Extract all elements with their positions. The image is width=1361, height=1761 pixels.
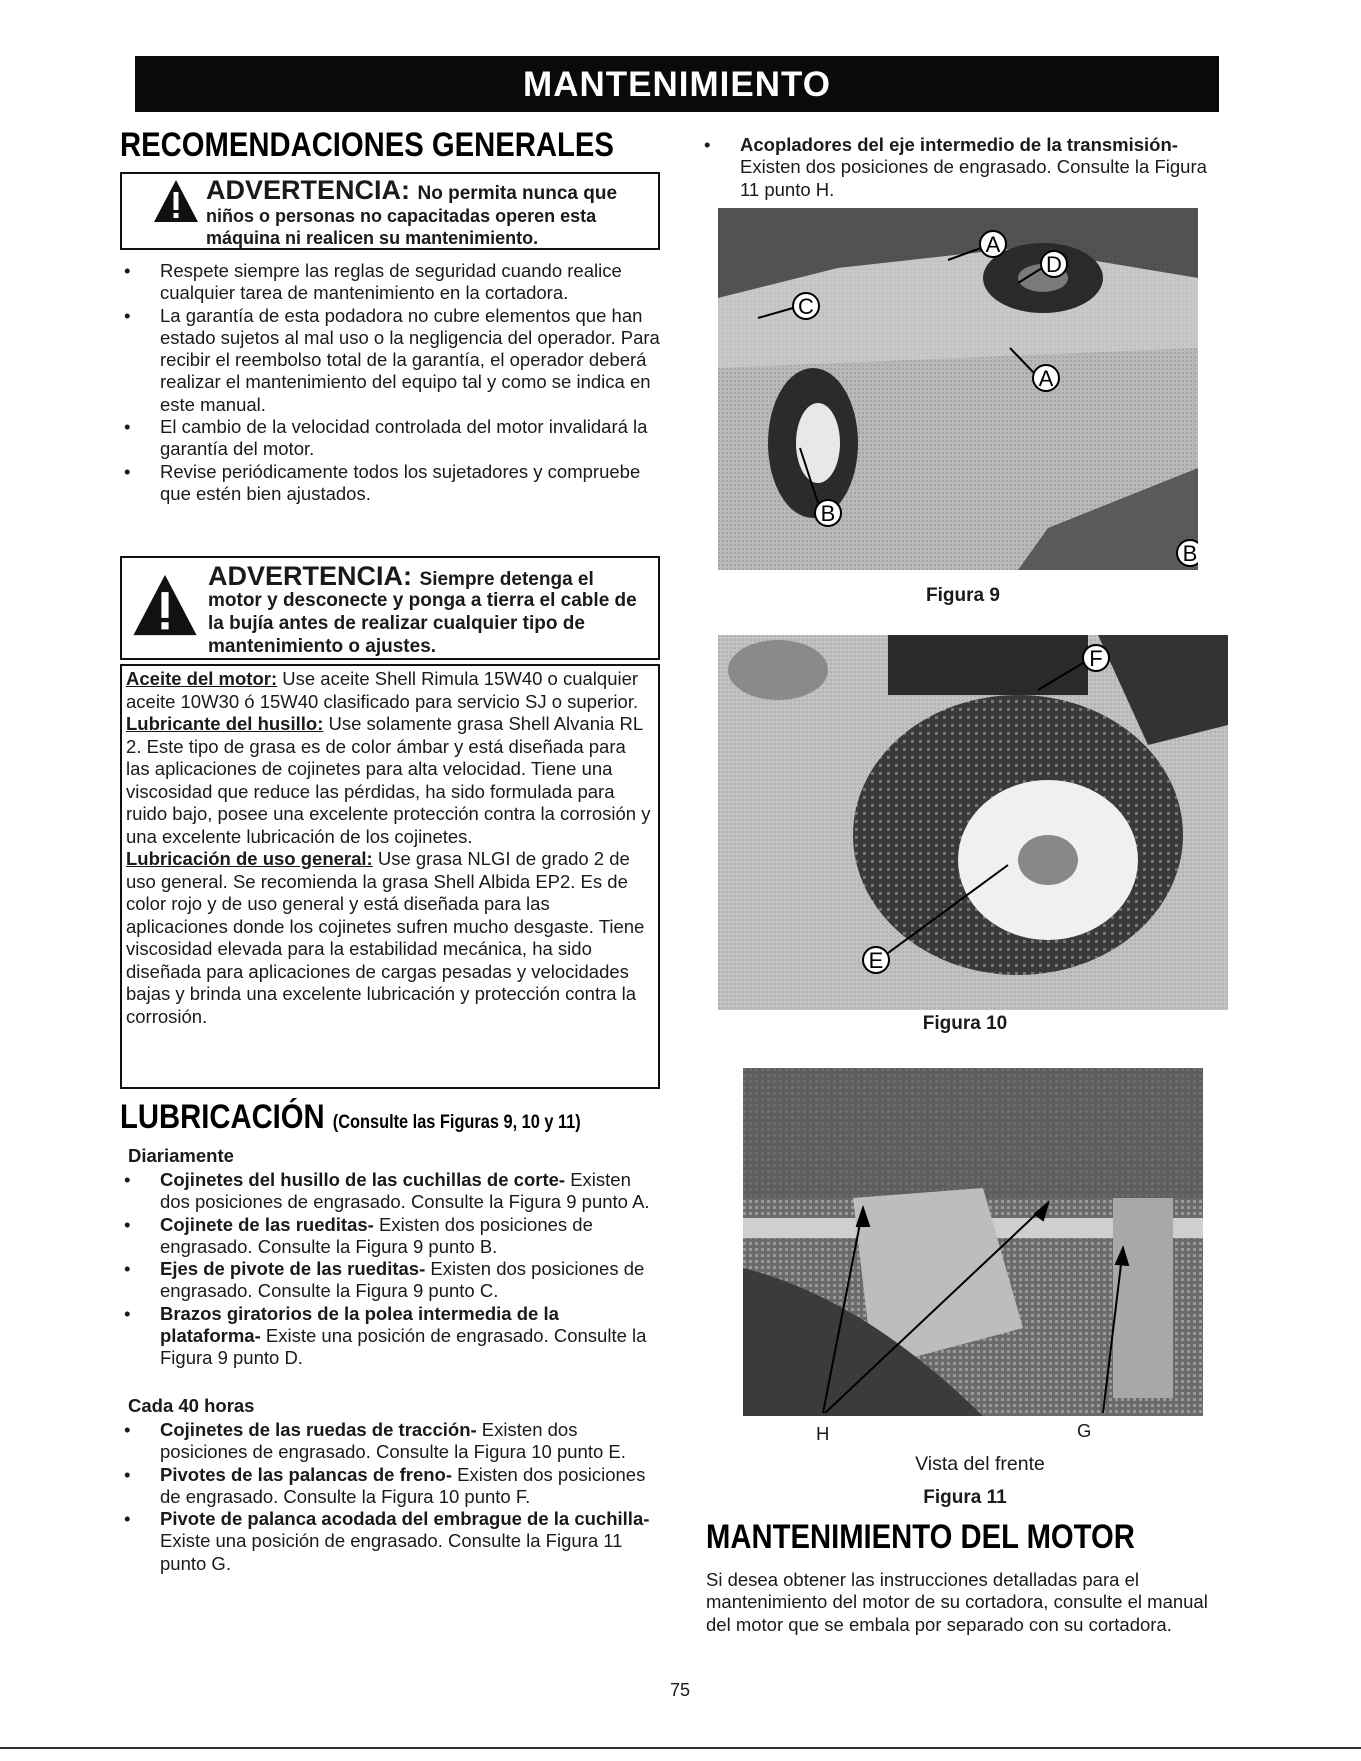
list-item: • Acopladores del eje intermedio de la transmisión- Existen dos posiciones de engrasado. Consulte la Figura 11 punto H. <box>700 134 1220 201</box>
figure-9-caption: Figura 9 <box>926 585 1000 606</box>
figure-11-label-g: G <box>1077 1420 1092 1441</box>
general-recommendations-list <box>120 260 660 505</box>
section-title-lubrication: LUBRICACIÓN (Consulte las Figuras 9, 10 y 11) <box>120 1098 581 1136</box>
fig9-callout-a1: A <box>985 232 1001 257</box>
warning-1-body: niños o personas no capacitadas operen esta máquina ni realicen su mantenimiento. <box>206 206 597 248</box>
warning-2-body: motor y desconecte y ponga a tierra el cable de la bujía antes de realizar cualquier tipo de mantenimiento o ajustes. <box>208 590 637 657</box>
figure-9-photo <box>718 208 1198 570</box>
list-item: • Brazos giratorios de la polea intermedia de la plataforma- Existe una posición de engrasado. Consulte la Figura 9 punto D. <box>120 1303 660 1370</box>
figure-11-photo <box>743 1068 1203 1416</box>
fig9-callout-b2: B <box>1182 541 1198 566</box>
fig9-callout-a2: A <box>1038 366 1054 391</box>
list-item: • Cojinetes del husillo de las cuchillas de corte- Existen dos posiciones de engrasado. Consulte la Figura 9 punto A. <box>120 1169 660 1214</box>
section-title-general: RECOMENDACIONES GENERALES <box>120 126 614 164</box>
footer-rule <box>0 1747 1361 1749</box>
fig9-callout-c: C <box>798 294 814 319</box>
lube-spindle: Lubricante del husillo: Use solamente grasa Shell Alvania RL 2. Este tipo de grasa es de color ámbar y está diseñada para las aplicaciones de cojinetes para alta velocidad. Tiene una viscosidad que reduce las pérdidas, ha sido formulada para ruido bajo, posee una excelente protección contra la corrosión y una excelente lubricación de los cojinetes. <box>126 713 651 847</box>
warning-1-heading-rest: No permita nunca que <box>417 183 618 204</box>
list-item: • Cojinete de las rueditas- Existen dos posiciones de engrasado. Consulte la Figura 9 punto B. <box>120 1214 660 1259</box>
warning-2-heading: ADVERTENCIA: <box>208 561 413 591</box>
lube-engine-oil: Aceite del motor: Use aceite Shell Rimula 15W40 o cualquier aceite 10W30 ó 15W40 clasificado para servicio SJ o superior. <box>126 668 639 712</box>
fig9-callout-b1: B <box>820 501 836 526</box>
list-item: • Cojinetes de las ruedas de tracción- Existen dos posiciones de engrasado. Consulte la Figura 10 punto E. <box>120 1419 660 1464</box>
warning-1-heading: ADVERTENCIA: <box>206 175 411 205</box>
list-item: • Pivotes de las palancas de freno- Existen dos posiciones de engrasado. Consulte la Figura 10 punto F. <box>120 1464 660 1509</box>
fig10-callout-f: F <box>1089 646 1103 671</box>
warning-2-heading-rest: Siempre detenga el <box>419 569 594 590</box>
fig10-callout-e: E <box>868 948 884 973</box>
list-item: • Respete siempre las reglas de seguridad cuando realice cualquier tarea de mantenimiento en la cortadora. <box>120 260 660 305</box>
list-item: • La garantía de esta podadora no cubre elementos que han estado sujetos al mal uso o la negligencia del operador. Para recibir el reembolso total de la garantía, el operador deberá realizar el mantenimiento del equipo tal y como se indica en este manual. <box>120 305 660 416</box>
engine-maintenance-text: Si desea obtener las instrucciones detalladas para el mantenimiento del motor de su cortadora, consulte el manual del motor que se embala por separado con su cortadora. <box>706 1569 1208 1635</box>
section-title-engine: MANTENIMIENTO DEL MOTOR <box>706 1518 1135 1556</box>
lubricants-box <box>120 664 660 1089</box>
page-banner: MANTENIMIENTO <box>135 56 1219 112</box>
page-number: 75 <box>669 1680 691 1700</box>
lube-general: Lubricación de uso general: Use grasa NLGI de grado 2 de uso general. Se recomienda la grasa Shell Albida EP2. Es de color rojo y de uso general y está diseñada para las aplicaciones donde los cojinetes sufren mucho desgaste. Tiene viscosidad elevada para la estabilidad mecánica, ha sido diseñada para aplicaciones de cargas pesadas y velocidades bajas y brinda una excelente lubricación y protección contra la corrosión. <box>126 848 645 1027</box>
warning-box-2 <box>120 556 660 660</box>
list-item: • Ejes de pivote de las rueditas- Existen dos posiciones de engrasado. Consulte la Figura 9 punto C. <box>120 1258 660 1303</box>
warning-triangle-icon <box>152 178 200 224</box>
list-item: • El cambio de la velocidad controlada del motor invalidará la garantía del motor. <box>120 416 660 461</box>
figure-11-view-label: Vista del frente <box>915 1453 1045 1475</box>
daily-list <box>120 1169 660 1370</box>
figure-11-caption: Figura 11 <box>923 1487 1007 1508</box>
hours-list <box>120 1419 660 1575</box>
figure-10-photo <box>718 635 1228 1010</box>
daily-label: Diariamente <box>128 1145 234 1166</box>
warning-triangle-icon <box>130 572 200 638</box>
right-column-list <box>700 134 1220 201</box>
list-item: • Revise periódicamente todos los sujetadores y compruebe que estén bien ajustados. <box>120 461 660 506</box>
list-item: • Pivote de palanca acodada del embrague de la cuchilla- Existe una posición de engrasado. Consulte la Figura 11 punto G. <box>120 1508 660 1575</box>
warning-box-1 <box>120 172 660 250</box>
hours-label: Cada 40 horas <box>128 1395 255 1416</box>
figure-11-label-h: H <box>816 1423 830 1444</box>
figure-10-caption: Figura 10 <box>922 1013 1008 1034</box>
section-title-note: (Consulte las Figuras 9, 10 y 11) <box>332 1112 581 1133</box>
fig9-callout-d: D <box>1046 252 1062 277</box>
